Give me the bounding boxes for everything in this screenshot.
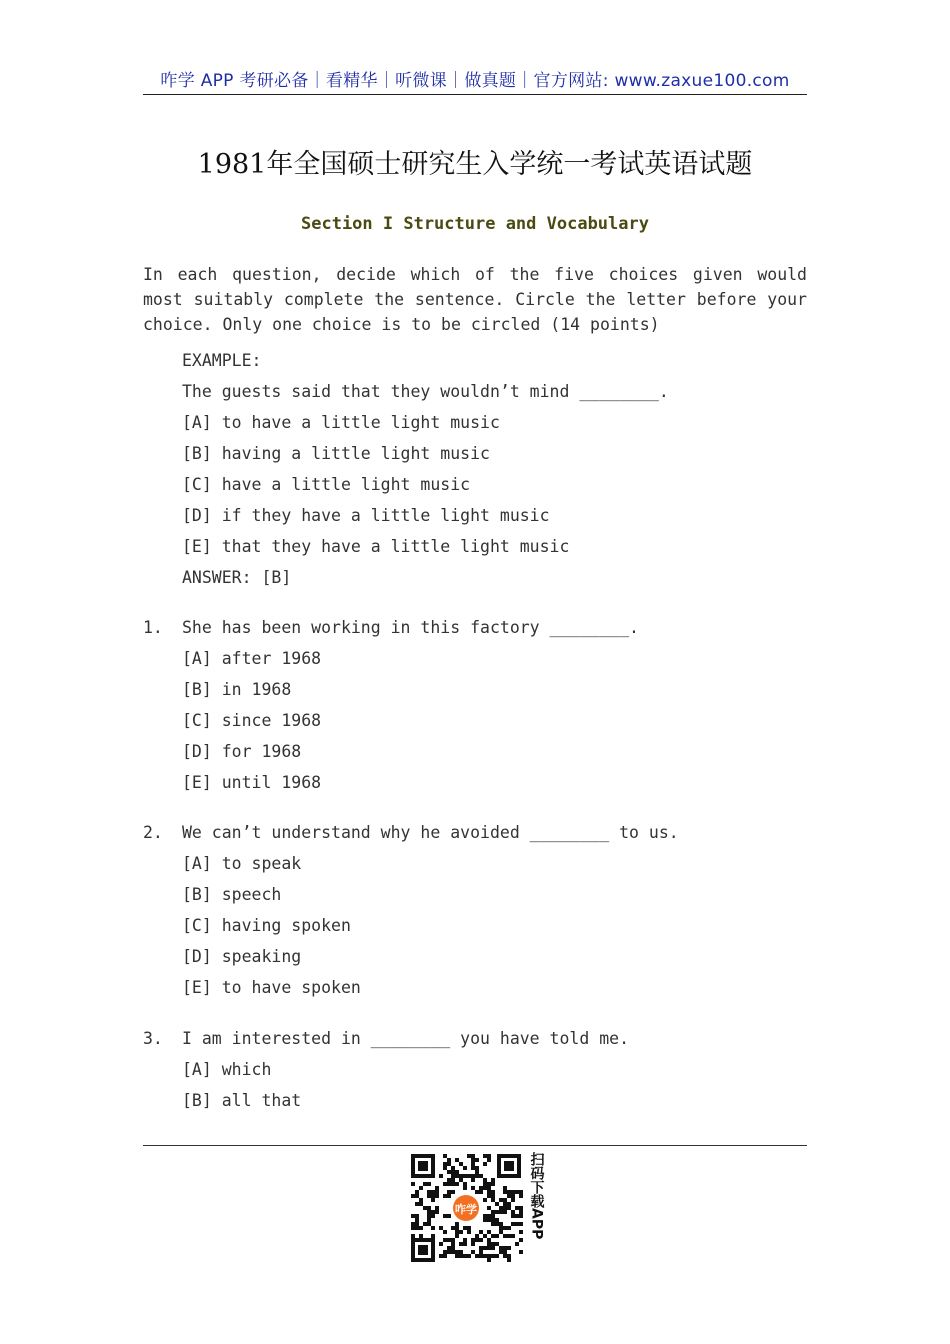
qr-module: [483, 1246, 487, 1250]
qr-module: [495, 1234, 499, 1238]
qr-module: [475, 1174, 479, 1178]
qr-module: [411, 1222, 415, 1226]
example-label: EXAMPLE:: [182, 351, 262, 370]
qr-module: [519, 1230, 523, 1234]
qr-module: [415, 1214, 419, 1218]
qr-module: [487, 1158, 491, 1162]
qr-module: [447, 1170, 451, 1174]
qr-module: [427, 1194, 431, 1198]
qr-module: [427, 1182, 431, 1186]
qr-module: [447, 1162, 451, 1166]
qr-module: [491, 1254, 495, 1258]
qr-module: [463, 1182, 467, 1186]
qr-caption-text: 扫码下载APP: [528, 1152, 545, 1240]
qr-module: [487, 1182, 491, 1186]
qr-module: [483, 1182, 487, 1186]
qr-module: [503, 1250, 507, 1254]
qr-module: [507, 1234, 511, 1238]
qr-module: [455, 1230, 459, 1234]
qr-module: [507, 1246, 511, 1250]
question-1-option-b: [B] in 1968: [182, 680, 292, 699]
question-1-number: 1.: [143, 618, 163, 637]
qr-module: [419, 1198, 423, 1202]
qr-module: [479, 1250, 483, 1254]
qr-module: [455, 1234, 459, 1238]
qr-module: [447, 1158, 451, 1162]
question-2-number: 2.: [143, 823, 163, 842]
qr-module: [511, 1198, 515, 1202]
qr-module: [491, 1218, 495, 1222]
qr-module: [511, 1190, 515, 1194]
qr-module: [499, 1230, 503, 1234]
example-option-c: [C] have a little light music: [182, 475, 471, 494]
qr-module: [411, 1182, 415, 1186]
qr-module: [439, 1226, 443, 1230]
qr-module: [435, 1194, 439, 1198]
qr-module: [507, 1194, 511, 1198]
qr-module: [431, 1198, 435, 1202]
qr-module: [499, 1210, 503, 1214]
qr-module: [471, 1174, 475, 1178]
qr-module: [491, 1246, 495, 1250]
qr-module: [447, 1250, 451, 1254]
qr-module: [443, 1154, 447, 1158]
qr-module: [443, 1162, 447, 1166]
qr-module: [455, 1174, 459, 1178]
qr-module: [519, 1194, 523, 1198]
qr-module: [435, 1206, 439, 1210]
qr-module: [511, 1210, 515, 1214]
qr-module: [507, 1206, 511, 1210]
qr-module: [459, 1250, 463, 1254]
question-3-stem: I am interested in ________ you have told me.: [182, 1029, 630, 1048]
question-2-option-d: [D] speaking: [182, 947, 302, 966]
qr-module: [451, 1242, 455, 1246]
qr-module: [491, 1234, 495, 1238]
qr-module: [491, 1198, 495, 1202]
qr-module: [455, 1226, 459, 1230]
qr-module: [443, 1238, 447, 1242]
qr-module: [503, 1190, 507, 1194]
qr-module: [515, 1206, 519, 1210]
qr-module: [467, 1226, 471, 1230]
qr-module: [463, 1226, 467, 1230]
qr-module: [443, 1254, 447, 1258]
qr-module: [471, 1162, 475, 1166]
qr-module: [427, 1214, 431, 1218]
qr-module: [487, 1190, 491, 1194]
qr-module: [491, 1182, 495, 1186]
qr-module: [431, 1194, 435, 1198]
qr-module: [427, 1218, 431, 1222]
qr-module: [487, 1186, 491, 1190]
qr-module: [479, 1230, 483, 1234]
qr-module: [427, 1222, 431, 1226]
qr-module: [451, 1238, 455, 1242]
question-1-stem: She has been working in this factory ________.: [182, 618, 639, 637]
qr-module: [495, 1218, 499, 1222]
qr-module: [463, 1174, 467, 1178]
qr-module: [499, 1222, 503, 1226]
qr-module: [415, 1190, 419, 1194]
qr-module: [463, 1242, 467, 1246]
qr-caption: [526, 1152, 546, 1264]
qr-module: [467, 1230, 471, 1234]
qr-module: [503, 1226, 507, 1230]
qr-module: [515, 1222, 519, 1226]
qr-module: [415, 1194, 419, 1198]
qr-module: [503, 1206, 507, 1210]
qr-module: [507, 1226, 511, 1230]
qr-module: [487, 1194, 491, 1198]
qr-module: [507, 1258, 511, 1262]
qr-module: [475, 1238, 479, 1242]
qr-module: [451, 1246, 455, 1250]
logo-text: 咋学: [455, 1203, 477, 1216]
qr-module: [491, 1242, 495, 1246]
qr-module: [415, 1222, 419, 1226]
qr-module: [415, 1226, 419, 1230]
example-stem: The guests said that they wouldn’t mind ________.: [182, 382, 669, 401]
qr-module: [495, 1210, 499, 1214]
qr-module: [507, 1190, 511, 1194]
qr-module: [443, 1250, 447, 1254]
qr-module: [463, 1238, 467, 1242]
qr-module: [451, 1178, 455, 1182]
qr-module: [423, 1222, 427, 1226]
qr-module: [499, 1198, 503, 1202]
qr-module: [411, 1234, 415, 1238]
qr-module: [507, 1254, 511, 1258]
qr-module: [431, 1210, 435, 1214]
qr-module: [451, 1182, 455, 1186]
qr-module: [415, 1202, 419, 1206]
qr-module: [495, 1222, 499, 1226]
qr-module: [467, 1174, 471, 1178]
qr-module: [455, 1182, 459, 1186]
qr-module: [435, 1190, 439, 1194]
qr-module: [511, 1214, 515, 1218]
qr-module: [435, 1186, 439, 1190]
qr-module: [479, 1186, 483, 1190]
qr-module: [503, 1254, 507, 1258]
qr-module: [431, 1190, 435, 1194]
example-option-d: [D] if they have a little light music: [182, 506, 550, 525]
qr-module: [475, 1254, 479, 1258]
qr-module: [455, 1222, 459, 1226]
qr-module: [419, 1202, 423, 1206]
example-answer: ANSWER: [B]: [182, 568, 292, 587]
question-2-option-a: [A] to speak: [182, 854, 302, 873]
qr-module: [483, 1162, 487, 1166]
qr-module: [519, 1214, 523, 1218]
qr-module: [483, 1178, 487, 1182]
qr-module: [519, 1250, 523, 1254]
qr-module: [475, 1158, 479, 1162]
qr-module: [419, 1186, 423, 1190]
qr-module: [499, 1206, 503, 1210]
qr-module: [475, 1170, 479, 1174]
qr-module: [503, 1210, 507, 1214]
qr-module: [503, 1234, 507, 1238]
qr-module: [491, 1190, 495, 1194]
qr-module: [475, 1166, 479, 1170]
qr-module: [471, 1250, 475, 1254]
site-header[interactable]: 咋学 APP 考研必备｜看精华｜听微课｜做真题｜官方网站: www.zaxue100.com: [160, 71, 790, 91]
qr-module: [447, 1178, 451, 1182]
qr-module: [411, 1214, 415, 1218]
qr-module: [515, 1214, 519, 1218]
qr-module: [419, 1234, 423, 1238]
qr-module: [515, 1242, 519, 1246]
qr-module: [519, 1190, 523, 1194]
qr-module: [415, 1218, 419, 1222]
qr-module: [507, 1202, 511, 1206]
footer-divider: [143, 1145, 807, 1146]
instructions: In each question, decide which of the five choices given would most suitably complete the sentence. Circle the letter before your choice. Only one choice is to be circled (14 points): [143, 265, 807, 334]
qr-module: [411, 1226, 415, 1230]
qr-module: [451, 1226, 455, 1230]
question-1-option-e: [E] until 1968: [182, 773, 322, 792]
qr-module: [443, 1214, 447, 1218]
question-2-option-e: [E] to have spoken: [182, 978, 361, 997]
qr-module: [419, 1226, 423, 1230]
qr-module: [491, 1210, 495, 1214]
qr-module: [471, 1154, 475, 1158]
qr-module: [423, 1182, 427, 1186]
qr-module: [483, 1186, 487, 1190]
qr-module: [495, 1202, 499, 1206]
qr-module: [427, 1190, 431, 1194]
qr-module: [483, 1214, 487, 1218]
qr-module: [447, 1182, 451, 1186]
qr-module: [451, 1174, 455, 1178]
qr-module: [459, 1242, 463, 1246]
qr-module: [487, 1258, 491, 1262]
qr-module: [471, 1186, 475, 1190]
question-1-option-d: [D] for 1968: [182, 742, 302, 761]
qr-module: [423, 1206, 427, 1210]
example-option-b: [B] having a little light music: [182, 444, 490, 463]
qr-module: [487, 1238, 491, 1242]
qr-module: [451, 1166, 455, 1170]
qr-module: [435, 1210, 439, 1214]
qr-module: [471, 1166, 475, 1170]
question-3-number: 3.: [143, 1029, 163, 1048]
qr-module: [483, 1198, 487, 1202]
page-title: 1981年全国硕士研究生入学统一考试英语试题: [197, 149, 753, 180]
qr-module: [511, 1222, 515, 1226]
qr-module: [443, 1166, 447, 1170]
qr-module: [519, 1206, 523, 1210]
qr-module: [439, 1254, 443, 1258]
qr-module: [479, 1190, 483, 1194]
qr-module: [511, 1194, 515, 1198]
qr-module: [463, 1254, 467, 1258]
question-1-option-c: [C] since 1968: [182, 711, 322, 730]
qr-module: [447, 1238, 451, 1242]
question-3-option-a: [A] which: [182, 1060, 272, 1079]
qr-module: [431, 1214, 435, 1218]
qr-module: [519, 1238, 523, 1242]
qr-module: [487, 1254, 491, 1258]
qr-module: [483, 1154, 487, 1158]
section-heading: Section I Structure and Vocabulary: [301, 214, 649, 234]
qr-module: [455, 1170, 459, 1174]
qr-module: [459, 1162, 463, 1166]
question-2-option-b: [B] speech: [182, 885, 282, 904]
qr-module: [443, 1194, 447, 1198]
qr-module: [519, 1210, 523, 1214]
qr-module: [411, 1194, 415, 1198]
qr-module: [427, 1206, 431, 1210]
qr-module: [427, 1210, 431, 1214]
qr-module: [471, 1238, 475, 1242]
qr-module: [447, 1246, 451, 1250]
qr-module: [455, 1250, 459, 1254]
qr-module: [483, 1234, 487, 1238]
qr-module: [471, 1158, 475, 1162]
qr-module: [463, 1166, 467, 1170]
qr-module: [459, 1230, 463, 1234]
qr-module: [487, 1242, 491, 1246]
qr-code-icon[interactable]: [409, 1152, 523, 1264]
qr-module: [447, 1190, 451, 1194]
qr-module: [475, 1234, 479, 1238]
qr-module: [511, 1234, 515, 1238]
qr-module: [487, 1214, 491, 1218]
qr-module: [463, 1186, 467, 1190]
qr-module: [491, 1214, 495, 1218]
qr-module: [487, 1246, 491, 1250]
qr-module: [439, 1174, 443, 1178]
qr-module: [503, 1246, 507, 1250]
qr-module: [451, 1170, 455, 1174]
qr-module: [483, 1218, 487, 1222]
qr-module: [503, 1186, 507, 1190]
qr-module: [491, 1194, 495, 1198]
qr-module: [471, 1178, 475, 1182]
header-divider: [143, 94, 807, 95]
qr-module: [471, 1242, 475, 1246]
qr-module: [431, 1234, 435, 1238]
qr-module: [451, 1190, 455, 1194]
qr-module: [487, 1218, 491, 1222]
qr-module: [519, 1222, 523, 1226]
qr-module: [515, 1190, 519, 1194]
qr-module: [503, 1202, 507, 1206]
qr-module: [447, 1194, 451, 1198]
qr-module: [487, 1230, 491, 1234]
qr-module: [483, 1254, 487, 1258]
qr-module: [479, 1254, 483, 1258]
example-option-e: [E] that they have a little light music: [182, 537, 570, 556]
qr-module: [459, 1254, 463, 1258]
qr-module: [443, 1182, 447, 1186]
question-2-stem: We can’t understand why he avoided ________ to us.: [182, 823, 679, 842]
qr-module: [491, 1178, 495, 1182]
question-1-option-a: [A] after 1968: [182, 649, 322, 668]
qr-module: [487, 1154, 491, 1158]
qr-module: [451, 1250, 455, 1254]
qr-module: [439, 1242, 443, 1246]
qr-module: [475, 1190, 479, 1194]
qr-module: [487, 1206, 491, 1210]
qr-module: [455, 1158, 459, 1162]
qr-module: [479, 1238, 483, 1242]
qr-module: [459, 1178, 463, 1182]
example-option-a: [A] to have a little light music: [182, 413, 500, 432]
qr-module: [479, 1174, 483, 1178]
question-3-option-b: [B] all that: [182, 1091, 302, 1110]
qr-module: [495, 1254, 499, 1258]
qr-module: [499, 1250, 503, 1254]
qr-module: [479, 1246, 483, 1250]
qr-module: [495, 1242, 499, 1246]
qr-module: [467, 1254, 471, 1258]
qr-module: [459, 1174, 463, 1178]
qr-module: [499, 1226, 503, 1230]
qr-module: [499, 1246, 503, 1250]
qr-module: [455, 1254, 459, 1258]
qr-module: [431, 1226, 435, 1230]
qr-module: [443, 1230, 447, 1234]
qr-module: [467, 1154, 471, 1158]
qr-module: [447, 1214, 451, 1218]
question-2-option-c: [C] having spoken: [182, 916, 351, 935]
qr-module: [491, 1222, 495, 1226]
qr-module: [503, 1198, 507, 1202]
